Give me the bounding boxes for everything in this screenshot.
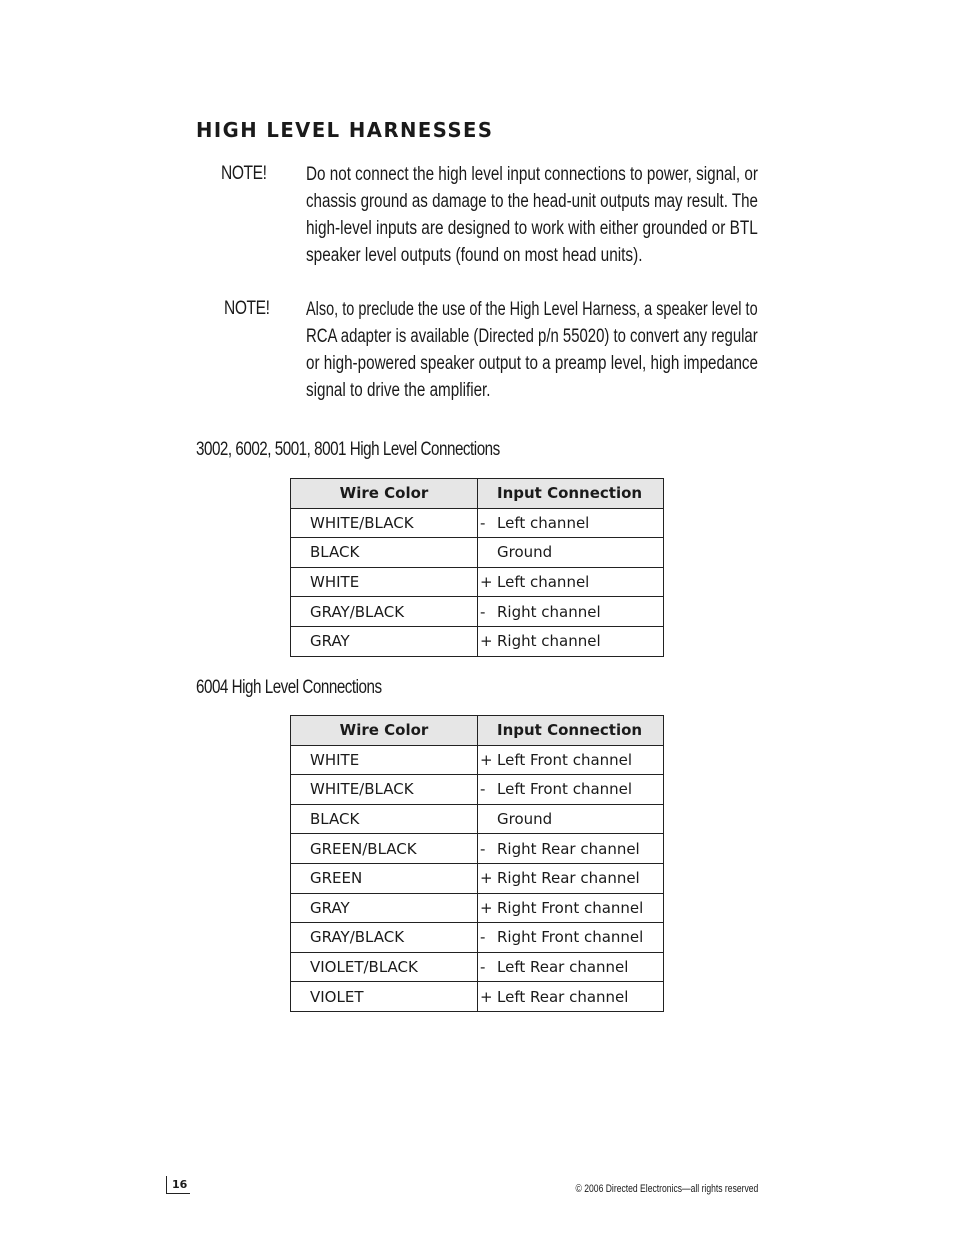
wire-color-cell: GRAY (291, 893, 478, 923)
input-connection-label: Left Front channel (497, 750, 633, 769)
wire-color-cell: GRAY/BLACK (291, 923, 478, 953)
input-connection-label: Left Rear channel (497, 958, 629, 977)
section-heading-1: 3002, 6002, 5001, 8001 High Level Connections (196, 439, 500, 460)
input-connection-label: Right Rear channel (497, 839, 640, 858)
input-connection-label: Ground (497, 543, 553, 562)
wire-color-cell: VIOLET/BLACK (291, 952, 478, 982)
wire-color-cell: WHITE/BLACK (291, 508, 478, 538)
input-connection-cell (478, 745, 664, 775)
table-row (291, 952, 664, 982)
table-header-row (291, 716, 664, 746)
table-row (291, 597, 664, 627)
wire-color-cell: GREEN (291, 863, 478, 893)
table-row (291, 804, 664, 834)
input-connection-cell (478, 804, 664, 834)
page-number: 16 (166, 1176, 190, 1194)
polarity-sign: - (480, 780, 486, 799)
table-row (291, 863, 664, 893)
wire-color-cell: WHITE/BLACK (291, 775, 478, 805)
note-2-line-4: signal to drive the amplifier. (306, 380, 491, 401)
input-connection-cell (478, 834, 664, 864)
note-text-1 (306, 161, 758, 269)
input-connection-cell (478, 952, 664, 982)
column-header-wire-color: Wire Color (291, 716, 478, 746)
input-connection-label: Right channel (497, 602, 601, 621)
column-header-input-connection: Input Connection (478, 716, 664, 746)
input-connection-label: Ground (497, 810, 553, 829)
input-connection-label: Right channel (497, 632, 601, 651)
input-connection-cell (478, 923, 664, 953)
input-connection-label: Left channel (497, 573, 590, 592)
input-connection-cell (478, 893, 664, 923)
wire-color-cell: GREEN/BLACK (291, 834, 478, 864)
page-title: HIGH LEVEL HARNESSES (196, 118, 494, 142)
table-row (291, 508, 664, 538)
wire-color-cell: GRAY (291, 626, 478, 656)
table-row (291, 567, 664, 597)
note-1-line-1: Do not connect the high level input connections to power, signal, or (306, 164, 758, 185)
copyright-notice: © 2006 Directed Electronics—all rights reserved (575, 1183, 758, 1195)
note-label-2: NOTE! (224, 298, 270, 319)
note-2-line-3: or high-powered speaker output to a preamp level, high impedance (306, 353, 759, 374)
input-connection-cell (478, 567, 664, 597)
input-connection-label: Right Rear channel (497, 869, 640, 888)
table-row (291, 834, 664, 864)
column-header-input-connection: Input Connection (478, 479, 664, 509)
column-header-wire-color: Wire Color (291, 479, 478, 509)
polarity-sign: - (480, 928, 486, 947)
table-row (291, 775, 664, 805)
input-connection-cell (478, 626, 664, 656)
polarity-sign: + (480, 987, 493, 1006)
polarity-sign: - (480, 602, 486, 621)
polarity-sign: + (480, 750, 493, 769)
table-row (291, 893, 664, 923)
polarity-sign: - (480, 513, 486, 532)
wire-color-cell: WHITE (291, 745, 478, 775)
input-connection-cell (478, 982, 664, 1012)
polarity-sign: + (480, 898, 493, 917)
table-row (291, 745, 664, 775)
input-connection-cell (478, 508, 664, 538)
wire-color-cell: BLACK (291, 804, 478, 834)
table-header-row (291, 479, 664, 509)
polarity-sign: + (480, 573, 493, 592)
section-heading-2: 6004 High Level Connections (196, 677, 382, 698)
wire-color-cell: BLACK (291, 538, 478, 568)
input-connection-cell (478, 538, 664, 568)
input-connection-label: Left channel (497, 513, 590, 532)
polarity-sign: - (480, 839, 486, 858)
connections-table-1 (290, 478, 664, 657)
table-row (291, 982, 664, 1012)
note-text-2 (306, 296, 758, 404)
table-row (291, 626, 664, 656)
note-label-1: NOTE! (221, 163, 267, 184)
note-2-line-1: Also, to preclude the use of the High Level Harness, a speaker level to (306, 299, 758, 320)
note-1-line-2: chassis ground as damage to the head-unit outputs may result. The (306, 191, 758, 212)
polarity-sign: + (480, 869, 493, 888)
input-connection-cell (478, 775, 664, 805)
table-row (291, 538, 664, 568)
input-connection-label: Right Front channel (497, 898, 644, 917)
polarity-sign: + (480, 632, 493, 651)
input-connection-label: Right Front channel (497, 928, 644, 947)
input-connection-cell (478, 863, 664, 893)
note-2-line-2: RCA adapter is available (Directed p/n 55020) to convert any regular (306, 326, 758, 347)
input-connection-label: Left Front channel (497, 780, 633, 799)
input-connection-label: Left Rear channel (497, 987, 629, 1006)
wire-color-cell: GRAY/BLACK (291, 597, 478, 627)
connections-table-2 (290, 715, 664, 1012)
input-connection-cell (478, 597, 664, 627)
wire-color-cell: VIOLET (291, 982, 478, 1012)
polarity-sign: - (480, 958, 486, 977)
note-1-line-3: high-level inputs are designed to work with either grounded or BTL (306, 218, 758, 239)
note-1-line-4: speaker level outputs (found on most head units). (306, 245, 643, 266)
table-row (291, 923, 664, 953)
wire-color-cell: WHITE (291, 567, 478, 597)
